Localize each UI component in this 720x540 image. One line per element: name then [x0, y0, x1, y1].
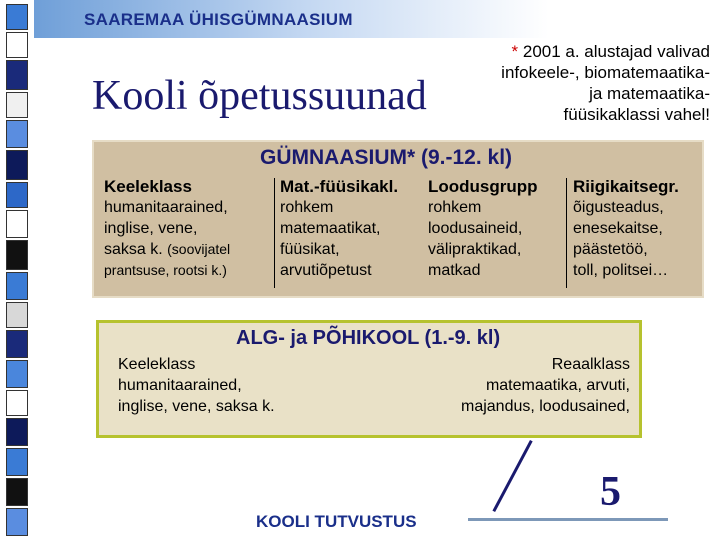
- column-line: enesekaitse,: [573, 220, 663, 237]
- class-heading: Reaalklass: [551, 356, 630, 373]
- column-line: füüsikat,: [280, 241, 340, 258]
- gymnasium-title: GÜMNAASIUM* (9.-12. kl): [260, 146, 513, 169]
- column-line: inglise, vene,: [104, 220, 198, 237]
- column-line: päästetöö,: [573, 241, 648, 258]
- column-line: matemaatikat,: [280, 220, 381, 237]
- column-line: matkad: [428, 262, 481, 279]
- page-number: 5: [600, 469, 621, 515]
- column-heading: Keeleklass: [104, 177, 192, 196]
- column-divider: [566, 178, 567, 288]
- column-line: (soovijatel: [167, 241, 231, 257]
- note-line: infokeele-, biomatemaatika-: [501, 63, 710, 82]
- column-line: prantsuse, rootsi k.): [104, 262, 227, 278]
- column-line: saksa k.: [104, 241, 163, 258]
- column-line: rohkem: [280, 199, 334, 216]
- column-line: rohkem: [428, 199, 482, 216]
- language-class-column: [104, 176, 230, 281]
- footer-title: KOOLI TUTVUSTUS: [256, 512, 417, 531]
- column-line: loodusaineid,: [428, 220, 523, 237]
- nature-group-column: [428, 176, 538, 281]
- basic-science-class: [461, 354, 630, 417]
- column-line: humanitaarained,: [104, 199, 228, 216]
- class-heading: Keeleklass: [118, 356, 196, 373]
- decorative-block-strip: [0, 0, 32, 540]
- column-line: õigusteadus,: [573, 199, 664, 216]
- column-heading: Riigikaitsegr.: [573, 177, 679, 196]
- footer-divider: [468, 518, 668, 521]
- decorative-slash: [492, 440, 532, 512]
- school-name: SAAREMAA ÜHISGÜMNAASIUM: [84, 10, 353, 29]
- class-line: matemaatika, arvuti,: [485, 377, 630, 394]
- column-divider: [274, 178, 275, 288]
- basic-school-title: ALG- ja PÕHIKOOL (1.-9. kl): [236, 327, 501, 349]
- page-title: Kooli õpetussuunad: [92, 73, 427, 119]
- class-line: inglise, vene, saksa k.: [118, 398, 275, 415]
- note-line: ja matemaatika-: [589, 84, 710, 103]
- math-physics-column: [280, 176, 398, 281]
- column-heading: Mat.-füüsikakl.: [280, 177, 399, 196]
- note-asterisk: *: [511, 42, 519, 61]
- basic-language-class: [118, 354, 275, 417]
- column-line: toll, politsei…: [573, 262, 669, 279]
- note-line: füüsikaklassi vahel!: [563, 105, 710, 124]
- defense-group-column: [573, 176, 679, 281]
- enrollment-note: [410, 41, 710, 125]
- note-line: 2001 a. alustajad valivad: [522, 42, 710, 61]
- column-heading: Loodusgrupp: [428, 177, 538, 196]
- class-line: majandus, loodusained,: [460, 398, 630, 415]
- column-line: arvutiõpetust: [280, 262, 372, 279]
- class-line: humanitaarained,: [118, 377, 242, 394]
- column-line: välipraktikad,: [428, 241, 522, 258]
